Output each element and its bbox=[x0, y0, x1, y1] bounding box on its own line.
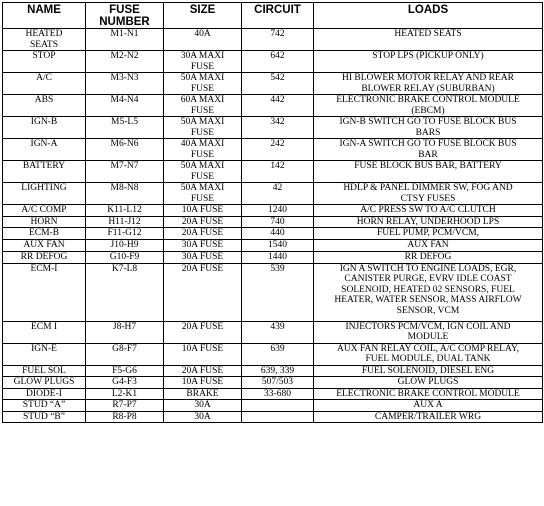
cell-line: R8-P8 bbox=[112, 411, 137, 422]
cell-circuit bbox=[242, 240, 314, 252]
cell-loads bbox=[314, 139, 543, 161]
cell-size bbox=[164, 216, 242, 228]
cell-name bbox=[3, 228, 86, 240]
cell-line: DIODE-I bbox=[26, 388, 62, 399]
cell-name bbox=[3, 343, 86, 365]
cell-line: 30A FUSE bbox=[181, 251, 224, 262]
table-row bbox=[3, 321, 543, 343]
cell-fuse-number bbox=[86, 161, 164, 183]
cell-size bbox=[164, 411, 242, 423]
cell-line: FUEL SOL bbox=[22, 365, 66, 376]
cell-circuit bbox=[242, 377, 314, 389]
cell-line: NAME bbox=[27, 4, 61, 16]
cell-size bbox=[164, 400, 242, 412]
cell-size bbox=[164, 240, 242, 252]
fuse-table bbox=[2, 2, 543, 423]
cell-line: IGN-A bbox=[30, 139, 58, 149]
cell-line: RR DEFOG bbox=[404, 251, 452, 262]
cell-fuse-number bbox=[86, 29, 164, 51]
cell-line: M2-N2 bbox=[110, 51, 139, 61]
cell-line: K7-L8 bbox=[111, 263, 138, 274]
cell-fuse-number bbox=[86, 377, 164, 389]
cell-line: AUX A bbox=[413, 400, 443, 410]
cell-line: G4-F3 bbox=[112, 377, 137, 387]
cell-name bbox=[3, 400, 86, 412]
cell-loads bbox=[314, 251, 543, 263]
cell-line: GLOW PLUGS bbox=[13, 377, 75, 387]
cell-line: 242 bbox=[270, 139, 285, 149]
cell-loads bbox=[314, 240, 543, 252]
cell-name bbox=[3, 365, 86, 377]
cell-loads bbox=[314, 228, 543, 240]
cell-line: M8-N8 bbox=[110, 183, 139, 193]
cell-line: 639, 339 bbox=[260, 365, 295, 376]
cell-line: FUSE bbox=[190, 83, 215, 94]
cell-line: FUSE bbox=[190, 61, 215, 72]
cell-line: IGN A SWITCH TO ENGINE LOADS, EGR, bbox=[339, 263, 517, 274]
cell-line: 442 bbox=[270, 95, 285, 105]
cell-size bbox=[164, 73, 242, 95]
cell-line: FUEL MODULE, DUAL TANK bbox=[365, 354, 491, 364]
cell-circuit bbox=[242, 95, 314, 117]
cell-line: LIGHTING bbox=[21, 183, 67, 193]
cell-line: FUSE bbox=[190, 127, 215, 138]
cell-fuse-number bbox=[86, 216, 164, 228]
cell-line: J10-H9 bbox=[110, 240, 139, 250]
cell-name bbox=[3, 183, 86, 205]
cell-size bbox=[164, 251, 242, 263]
table-row bbox=[3, 51, 543, 73]
table-row bbox=[3, 240, 543, 252]
cell-line: 740 bbox=[270, 216, 285, 227]
cell-line: INJECTORS PCM/VCM, IGN COIL AND bbox=[345, 321, 511, 332]
cell-line: AUX FAN RELAY COIL, A/C COMP RELAY, bbox=[337, 343, 519, 354]
cell-name bbox=[3, 411, 86, 423]
cell-circuit bbox=[242, 263, 314, 321]
cell-line: FUSE bbox=[190, 105, 215, 116]
cell-circuit bbox=[242, 228, 314, 240]
cell-fuse-number bbox=[86, 251, 164, 263]
cell-loads bbox=[314, 51, 543, 73]
cell-line: ELECTRONIC BRAKE CONTROL MODULE bbox=[336, 95, 520, 105]
table-row bbox=[3, 205, 543, 217]
cell-line: CANISTER PURGE, EVRV IDLE COAST bbox=[344, 274, 512, 284]
cell-line: 50A MAXI bbox=[180, 73, 225, 83]
cell-line: ECM I bbox=[30, 321, 58, 332]
cell-line: 1240 bbox=[268, 205, 287, 215]
table-row bbox=[3, 388, 543, 400]
cell-fuse-number bbox=[86, 117, 164, 139]
header-size bbox=[164, 3, 242, 29]
cell-line: 539 bbox=[270, 263, 285, 274]
cell-loads bbox=[314, 411, 543, 423]
cell-fuse-number bbox=[86, 183, 164, 205]
cell-line: FUSE bbox=[109, 4, 140, 16]
cell-line: HEATED bbox=[25, 29, 63, 39]
cell-line: ECM-I bbox=[30, 263, 58, 274]
cell-name bbox=[3, 139, 86, 161]
cell-size bbox=[164, 117, 242, 139]
cell-line: HDLP & PANEL DIMMER SW, FOG AND bbox=[343, 183, 513, 193]
cell-line: CIRCUIT bbox=[254, 4, 301, 16]
cell-line: BATTERY bbox=[22, 161, 66, 171]
cell-line: 50A MAXI bbox=[180, 183, 225, 193]
cell-line: SEATS bbox=[30, 39, 58, 50]
cell-line: H11-J12 bbox=[108, 216, 141, 227]
cell-line: HORN RELAY, UNDERHOOD LPS bbox=[356, 216, 500, 227]
cell-line: AUX FAN bbox=[407, 240, 449, 250]
table-row bbox=[3, 228, 543, 240]
cell-line: 742 bbox=[270, 29, 285, 39]
cell-circuit bbox=[242, 251, 314, 263]
cell-line: 50A MAXI bbox=[180, 117, 225, 127]
cell-line: 1440 bbox=[268, 251, 287, 262]
cell-line: CAMPER/TRAILER WRG bbox=[374, 411, 482, 422]
cell-name bbox=[3, 51, 86, 73]
cell-name bbox=[3, 29, 86, 51]
cell-loads bbox=[314, 343, 543, 365]
cell-fuse-number bbox=[86, 321, 164, 343]
cell-name bbox=[3, 377, 86, 389]
cell-name bbox=[3, 251, 86, 263]
cell-circuit bbox=[242, 216, 314, 228]
cell-line: 60A MAXI bbox=[180, 95, 225, 105]
cell-line: 20A FUSE bbox=[181, 263, 224, 274]
cell-name bbox=[3, 117, 86, 139]
table-row bbox=[3, 29, 543, 51]
cell-name bbox=[3, 73, 86, 95]
cell-fuse-number bbox=[86, 400, 164, 412]
cell-loads bbox=[314, 321, 543, 343]
cell-size bbox=[164, 161, 242, 183]
cell-line: G8-F7 bbox=[112, 343, 137, 354]
table-row bbox=[3, 365, 543, 377]
cell-size bbox=[164, 228, 242, 240]
cell-fuse-number bbox=[86, 139, 164, 161]
cell-loads bbox=[314, 365, 543, 377]
cell-line: 342 bbox=[270, 117, 285, 127]
header-fuse-number bbox=[86, 3, 164, 29]
cell-name bbox=[3, 240, 86, 252]
cell-circuit bbox=[242, 400, 314, 412]
cell-line: F11-G12 bbox=[107, 228, 142, 238]
cell-line: IGN-B SWITCH GO TO FUSE BLOCK BUS bbox=[339, 117, 517, 127]
cell-circuit bbox=[242, 51, 314, 73]
cell-line: 10A FUSE bbox=[181, 377, 224, 387]
cell-fuse-number bbox=[86, 205, 164, 217]
table-row bbox=[3, 263, 543, 321]
cell-fuse-number bbox=[86, 51, 164, 73]
cell-line: HEATER, WATER SENSOR, MASS AIRFLOW bbox=[334, 295, 522, 305]
cell-fuse-number bbox=[86, 365, 164, 377]
cell-size bbox=[164, 365, 242, 377]
cell-line: 639 bbox=[270, 343, 285, 354]
cell-name bbox=[3, 263, 86, 321]
cell-line: 20A FUSE bbox=[181, 228, 224, 238]
cell-fuse-number bbox=[86, 240, 164, 252]
cell-line: (EBCM) bbox=[411, 105, 445, 116]
cell-loads bbox=[314, 95, 543, 117]
table-row bbox=[3, 377, 543, 389]
table-row bbox=[3, 343, 543, 365]
cell-line: STOP bbox=[32, 51, 56, 61]
cell-line: HI BLOWER MOTOR RELAY AND REAR bbox=[342, 73, 514, 83]
cell-circuit bbox=[242, 29, 314, 51]
cell-fuse-number bbox=[86, 411, 164, 423]
cell-size bbox=[164, 29, 242, 51]
cell-line: 142 bbox=[270, 161, 285, 171]
table-row bbox=[3, 216, 543, 228]
cell-fuse-number bbox=[86, 343, 164, 365]
cell-loads bbox=[314, 388, 543, 400]
cell-size bbox=[164, 183, 242, 205]
cell-line: 20A FUSE bbox=[181, 321, 224, 332]
cell-loads bbox=[314, 183, 543, 205]
cell-line: FUSE bbox=[190, 149, 215, 160]
cell-fuse-number bbox=[86, 263, 164, 321]
cell-line: IGN-A SWITCH GO TO FUSE BLOCK BUS bbox=[339, 139, 517, 149]
cell-loads bbox=[314, 263, 543, 321]
cell-line: AUX FAN bbox=[23, 240, 65, 250]
cell-line: BAR bbox=[418, 149, 438, 160]
cell-fuse-number bbox=[86, 228, 164, 240]
table-row bbox=[3, 183, 543, 205]
cell-circuit bbox=[242, 117, 314, 139]
cell-line: BRAKE bbox=[186, 388, 219, 399]
cell-loads bbox=[314, 216, 543, 228]
cell-loads bbox=[314, 400, 543, 412]
cell-line: RR DEFOG bbox=[20, 251, 68, 262]
cell-line: 30A FUSE bbox=[181, 240, 224, 250]
cell-fuse-number bbox=[86, 95, 164, 117]
cell-line: J8-H7 bbox=[112, 321, 137, 332]
cell-line: FUEL SOLENOID, DIESEL ENG bbox=[361, 365, 495, 376]
cell-line: M7-N7 bbox=[110, 161, 139, 171]
cell-line: 642 bbox=[270, 51, 285, 61]
cell-size bbox=[164, 95, 242, 117]
table-row bbox=[3, 73, 543, 95]
cell-line: MODULE bbox=[407, 332, 449, 342]
cell-line: 50A MAXI bbox=[180, 161, 225, 171]
cell-line: FUSE BLOCK BUS BAR, BATTERY bbox=[354, 161, 502, 171]
cell-name bbox=[3, 216, 86, 228]
cell-line: FUEL PUMP, PCM/VCM, bbox=[376, 228, 480, 238]
cell-line: SIZE bbox=[189, 4, 216, 16]
cell-name bbox=[3, 321, 86, 343]
cell-size bbox=[164, 343, 242, 365]
cell-line: GLOW PLUGS bbox=[397, 377, 459, 387]
cell-line: BLOWER RELAY (SUBURBAN) bbox=[361, 83, 495, 94]
cell-line: 439 bbox=[270, 321, 285, 332]
cell-line: STUD “B” bbox=[23, 411, 65, 422]
cell-loads bbox=[314, 73, 543, 95]
cell-line: 20A FUSE bbox=[181, 365, 224, 376]
cell-line: CTSY FUSES bbox=[400, 193, 456, 204]
cell-line: M3-N3 bbox=[110, 73, 139, 83]
cell-line: IGN-B bbox=[30, 117, 58, 127]
cell-circuit bbox=[242, 183, 314, 205]
cell-line: 30A MAXI bbox=[180, 51, 225, 61]
header-loads bbox=[314, 3, 543, 29]
header-circuit bbox=[242, 3, 314, 29]
table-row bbox=[3, 161, 543, 183]
cell-line: 10A FUSE bbox=[181, 205, 224, 215]
cell-circuit bbox=[242, 73, 314, 95]
cell-line: 440 bbox=[270, 228, 285, 238]
cell-line: 42 bbox=[272, 183, 283, 193]
cell-name bbox=[3, 161, 86, 183]
cell-name bbox=[3, 95, 86, 117]
cell-line: ECM-B bbox=[28, 228, 60, 238]
cell-line: K11-L12 bbox=[107, 205, 142, 215]
cell-circuit bbox=[242, 139, 314, 161]
cell-line: STOP LPS (PICKUP ONLY) bbox=[372, 51, 484, 61]
cell-line: SOLENOID, HEATED 02 SENSORS, FUEL bbox=[341, 284, 515, 295]
cell-line: 507/503 bbox=[261, 377, 294, 387]
table-row bbox=[3, 95, 543, 117]
cell-line: M1-N1 bbox=[110, 29, 139, 39]
cell-line: FUSE bbox=[190, 193, 215, 204]
cell-loads bbox=[314, 161, 543, 183]
cell-circuit bbox=[242, 321, 314, 343]
header-name bbox=[3, 3, 86, 29]
cell-loads bbox=[314, 117, 543, 139]
cell-circuit bbox=[242, 388, 314, 400]
cell-line: R7-P7 bbox=[112, 400, 137, 410]
cell-name bbox=[3, 205, 86, 217]
cell-line: LOADS bbox=[407, 4, 449, 16]
cell-circuit bbox=[242, 411, 314, 423]
cell-line: 40A MAXI bbox=[180, 139, 225, 149]
cell-line: 1540 bbox=[268, 240, 287, 250]
cell-loads bbox=[314, 377, 543, 389]
cell-line: BARS bbox=[415, 127, 441, 138]
cell-line: HORN bbox=[30, 216, 58, 227]
cell-line: A/C PRESS SW TO A/C CLUTCH bbox=[360, 205, 496, 215]
table-row bbox=[3, 400, 543, 412]
header-row bbox=[3, 3, 543, 29]
cell-circuit bbox=[242, 343, 314, 365]
cell-line: F5-G6 bbox=[112, 365, 137, 376]
cell-line: STUD “A” bbox=[22, 400, 66, 410]
cell-line: A/C bbox=[36, 73, 52, 83]
cell-circuit bbox=[242, 365, 314, 377]
cell-circuit bbox=[242, 205, 314, 217]
cell-size bbox=[164, 51, 242, 73]
cell-size bbox=[164, 377, 242, 389]
cell-name bbox=[3, 388, 86, 400]
table-row bbox=[3, 117, 543, 139]
cell-line: 10A FUSE bbox=[181, 343, 224, 354]
cell-line: 20A FUSE bbox=[181, 216, 224, 227]
cell-size bbox=[164, 388, 242, 400]
cell-circuit bbox=[242, 161, 314, 183]
cell-line: M4-N4 bbox=[110, 95, 139, 105]
table-row bbox=[3, 251, 543, 263]
cell-line: ELECTRONIC BRAKE CONTROL MODULE bbox=[336, 388, 520, 399]
cell-line: FUSE bbox=[190, 171, 215, 182]
cell-line: HEATED SEATS bbox=[394, 29, 462, 39]
cell-size bbox=[164, 205, 242, 217]
cell-fuse-number bbox=[86, 73, 164, 95]
table-row bbox=[3, 411, 543, 423]
cell-size bbox=[164, 139, 242, 161]
table-body bbox=[3, 29, 543, 423]
cell-line: L2-K1 bbox=[111, 388, 138, 399]
cell-fuse-number bbox=[86, 388, 164, 400]
cell-line: M5-L5 bbox=[111, 117, 138, 127]
cell-line: A/C COMP bbox=[21, 205, 67, 215]
cell-line: SENSOR, VCM bbox=[396, 305, 460, 316]
cell-line: G10-F9 bbox=[109, 251, 140, 262]
cell-size bbox=[164, 263, 242, 321]
cell-line: 30A bbox=[194, 400, 211, 410]
cell-line: M6-N6 bbox=[110, 139, 139, 149]
cell-line: 33-680 bbox=[264, 388, 291, 399]
cell-loads bbox=[314, 29, 543, 51]
cell-line: 40A bbox=[194, 29, 211, 39]
cell-loads bbox=[314, 205, 543, 217]
cell-line: NUMBER bbox=[99, 16, 150, 28]
table-row bbox=[3, 139, 543, 161]
cell-line: ABS bbox=[34, 95, 54, 105]
cell-size bbox=[164, 321, 242, 343]
cell-line: IGN-E bbox=[31, 343, 57, 354]
cell-line: 30A bbox=[194, 411, 211, 422]
cell-line: 542 bbox=[270, 73, 285, 83]
